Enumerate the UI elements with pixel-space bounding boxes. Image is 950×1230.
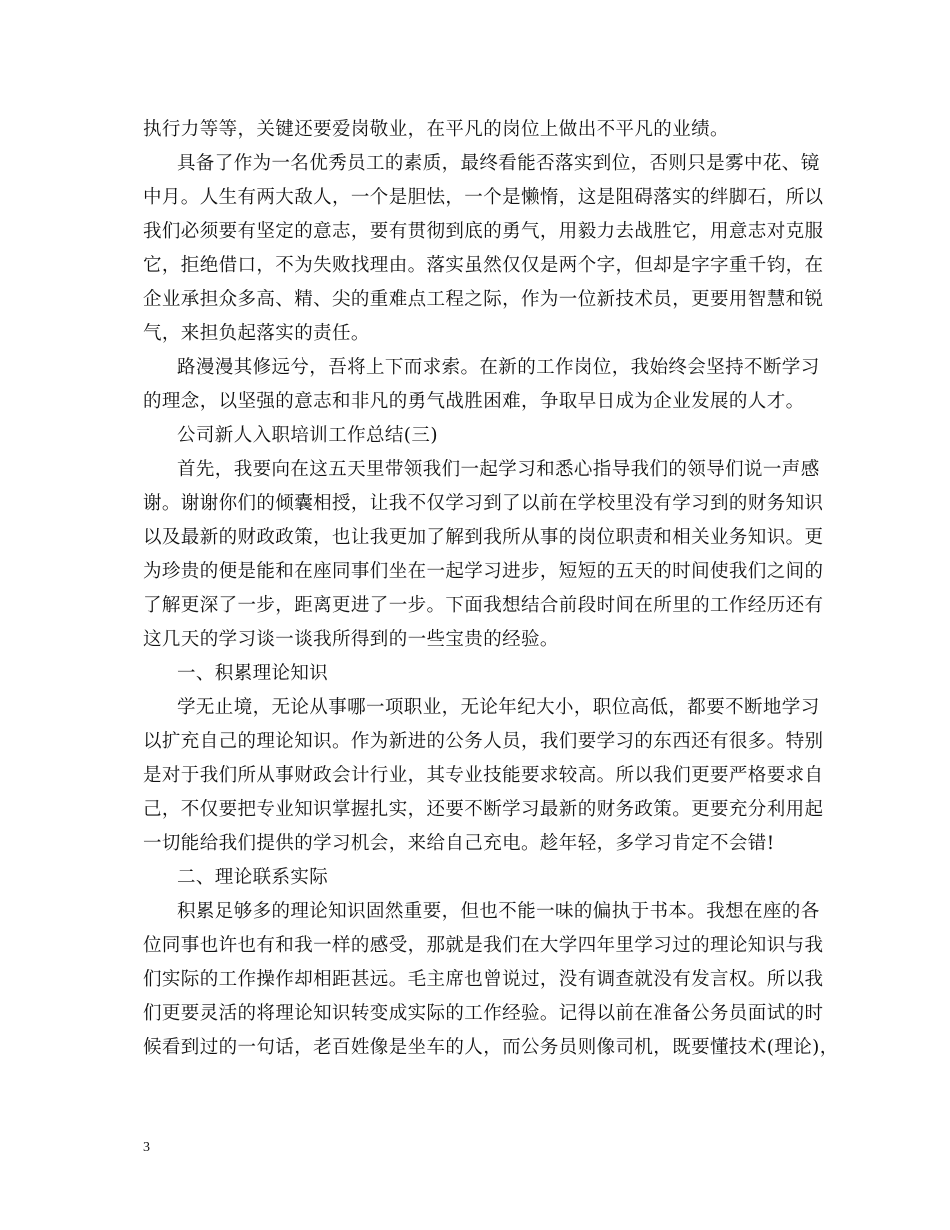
text-line: 气，来担负起落实的责任。 [143,323,370,344]
text-line: 了解更深了一步，距离更进了一步。下面我想结合前段时间在所里的工作经历还有 [143,595,824,616]
text-line: 具备了作为一名优秀员工的素质，最终看能否落实到位，否则只是雾中花、镜 [177,153,820,174]
text-line: 一切能给我们提供的学习机会，来给自己充电。趁年轻，多学习肯定不会错! [143,833,775,854]
text-line: 以扩充自己的理论知识。作为新进的公务人员，我们要学习的东西还有很多。特别 [143,731,824,752]
section-heading: 公司新人入职培训工作总结(三) [177,425,438,446]
text-line: 学无止境，无论从事哪一项职业，无论年纪大小，职位高低，都要不断地学习 [177,697,820,718]
text-line: 以及最新的财政政策，也让我更加了解到我所从事的岗位职责和相关业务知识。更 [143,527,824,548]
text-line: 我们必须要有坚定的意志，要有贯彻到底的勇气，用毅力去战胜它，用意志对克服 [143,221,824,242]
text-line: 位同事也许也有和我一样的感受，那就是我们在大学四年里学习过的理论知识与我 [143,935,824,956]
text-line: 候看到过的一句话，老百姓像是坐车的人，而公务员则像司机，既要懂技术(理论)， [143,1037,839,1058]
text-line: 为珍贵的便是能和在座同事们坐在一起学习进步，短短的五天的时间使我们之间的 [143,561,824,582]
text-line: 谢。谢谢你们的倾囊相授，让我不仅学习到了以前在学校里没有学习到的财务知识 [143,493,824,514]
text-line: 己，不仅要把专业知识掌握扎实，还要不断学习最新的财务政策。更要充分利用起 [143,799,824,820]
text-line: 企业承担众多高、精、尖的重难点工程之际，作为一位新技术员，更要用智慧和锐 [143,289,824,310]
text-line: 是对于我们所从事财政会计行业，其专业技能要求较高。所以我们更要严格要求自 [143,765,824,786]
text-line: 中月。人生有两大敌人，一个是胆怯，一个是懒惰，这是阻碍落实的绊脚石，所以 [143,187,824,208]
text-line: 它，拒绝借口，不为失败找理由。落实虽然仅仅是两个字，但却是字字重千钧，在 [143,255,824,276]
subsection-heading: 二、理论联系实际 [177,867,329,888]
subsection-heading: 一、积累理论知识 [177,663,329,684]
text-line: 这几天的学习谈一谈我所得到的一些宝贵的经验。 [143,629,559,650]
text-line: 执行力等等，关键还要爱岗敬业，在平凡的岗位上做出不平凡的业绩。 [143,119,729,140]
page-number: 3 [143,1140,150,1155]
text-line: 们实际的工作操作却相距甚远。毛主席也曾说过，没有调查就没有发言权。所以我 [143,969,824,990]
text-line: 首先，我要向在这五天里带领我们一起学习和悉心指导我们的领导们说一声感 [177,459,820,480]
text-line: 积累足够多的理论知识固然重要，但也不能一味的偏执于书本。我想在座的各 [177,901,820,922]
text-line: 们更要灵活的将理论知识转变成实际的工作经验。记得以前在准备公务员面试的时 [143,1003,824,1024]
text-line: 的理念，以坚强的意志和非凡的勇气战胜困难，争取早日成为企业发展的人才。 [143,391,805,412]
text-line: 路漫漫其修远兮，吾将上下而求索。在新的工作岗位，我始终会坚持不断学习 [177,357,820,378]
